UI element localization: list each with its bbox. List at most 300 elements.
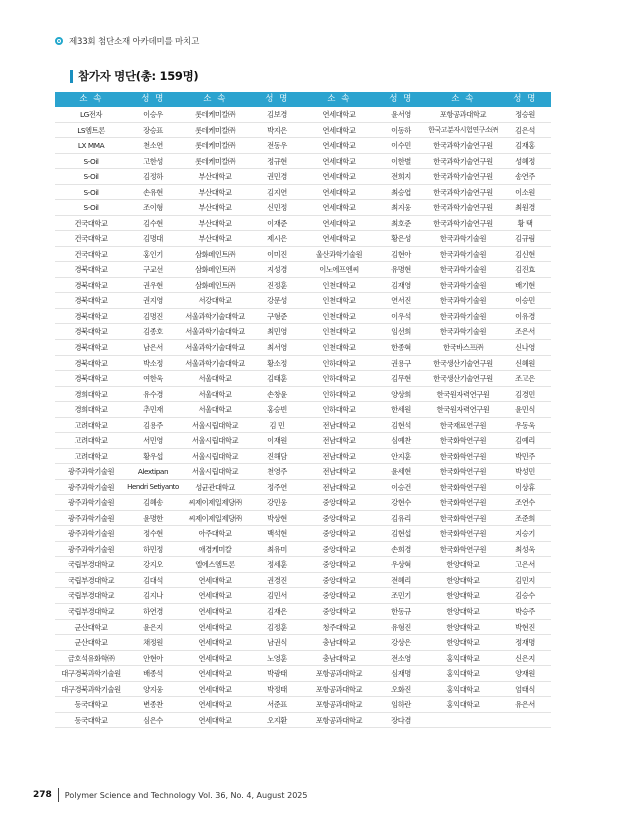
table-row [55,480,551,496]
cell-name: 박현진 [515,622,535,632]
cell-name: 이승우 [143,110,163,119]
cell-affiliation: 대구경북과학기술원 [61,684,121,694]
cell-affiliation: 연세대학교 [322,156,356,166]
cell-affiliation: 한국생산기술연구원 [433,374,493,384]
cell-affiliation: 중앙대학교 [322,560,356,570]
cell-affiliation: 국립부경대학교 [67,575,115,585]
cell-name: 김민서 [267,591,287,601]
cell-name: 황은성 [391,234,411,244]
cell-affiliation: 씨제이제일제당㈜ [188,513,242,523]
cell-affiliation: 연세대학교 [198,575,232,585]
cell-name: 윤세현 [391,467,411,477]
cell-name: 우동욱 [515,420,535,430]
cell-affiliation: 연세대학교 [322,218,356,228]
cell-name: 박성민 [515,467,535,477]
cell-affiliation: 한양대학교 [446,575,480,585]
cell-affiliation: S-Oil [83,156,99,166]
cell-name: 이상휴 [515,482,535,492]
cell-affiliation: 경북대학교 [74,311,108,321]
cell-affiliation: 한국과학기술연구원 [433,218,493,228]
cell-name: 강상은 [391,638,411,648]
cell-affiliation: 서울대학교 [198,389,232,399]
cell-affiliation: 연세대학교 [322,187,356,197]
table-row [55,588,551,604]
table-row [55,682,551,698]
col-header-org: 소 속 [203,94,227,104]
cell-affiliation: 성균관대학교 [195,482,235,492]
cell-name: 김 민 [269,420,285,430]
cell-affiliation: 경북대학교 [74,327,108,337]
cell-affiliation: 인하대학교 [322,405,356,415]
cell-affiliation: 중앙대학교 [322,575,356,585]
cell-name: 이재준 [267,218,287,228]
cell-affiliation: 서울시립대학교 [191,420,239,430]
cell-name: 박광태 [267,669,287,679]
cell-affiliation: 부산대학교 [198,218,232,228]
cell-name: 이유경 [515,311,535,321]
cell-name: 김혜송 [143,498,163,508]
cell-name: 채정원 [143,638,163,648]
cell-affiliation: 연세대학교 [198,669,232,679]
table-row [55,635,551,651]
cell-affiliation: 한국화학연구원 [439,482,487,492]
cell-affiliation: LG전자 [79,110,103,119]
cell-name: 서민영 [143,436,163,446]
cell-affiliation: 인천대학교 [322,280,356,290]
cell-affiliation: 인천대학교 [322,342,356,352]
cell-name: 이승민 [515,296,535,306]
table-row [55,495,551,511]
cell-affiliation: 한국과학기술원 [439,234,487,244]
cell-name: 손유현 [143,187,163,197]
cell-name: 김수현 [143,218,163,228]
cell-name: 김경민 [515,389,535,399]
participant-table [55,92,551,728]
table-row [55,231,551,247]
page-header [55,34,199,48]
cell-affiliation: 인천대학교 [322,327,356,337]
cell-name: 김은석 [515,125,535,135]
cell-name: 한종혁 [391,342,411,352]
cell-name: 이동하 [391,125,411,135]
cell-affiliation: 고려대학교 [74,436,108,446]
cell-name: 김무현 [391,374,411,384]
table-row [55,651,551,667]
cell-affiliation: 전남대학교 [322,436,356,446]
cell-affiliation: 광주과학기술원 [67,544,115,554]
cell-affiliation: 한국과학기술원 [439,311,487,321]
cell-affiliation: 연세대학교 [322,125,356,135]
col-header-name: 성 명 [513,94,537,104]
cell-name: 배종석 [143,669,163,679]
cell-affiliation: 군산대학교 [74,622,108,632]
cell-name: 권우현 [143,280,163,290]
cell-name: 이재원 [267,436,287,446]
cell-affiliation: 서울대학교 [198,405,232,415]
cell-name: 하연경 [143,607,163,616]
cell-name: 조고은 [515,374,535,384]
cell-affiliation: 서울시립대학교 [191,436,239,446]
table-row [55,418,551,434]
cell-name: 최원경 [515,203,535,213]
cell-name: 최승엽 [391,187,411,197]
cell-affiliation: 서울시립대학교 [191,451,239,461]
cell-name: 강문성 [267,296,287,306]
cell-name: 이수민 [391,141,411,151]
cell-affiliation: 한양대학교 [446,622,480,632]
col-header-org: 소 속 [327,94,351,104]
cell-name: 김현아 [391,249,411,259]
cell-affiliation: 충남대학교 [322,638,356,648]
cell-affiliation: 홍익대학교 [446,669,480,679]
cell-affiliation: 중앙대학교 [322,529,356,539]
cell-name: 권지영 [143,296,163,306]
cell-name: 정세훈 [267,560,287,570]
cell-name: 이미진 [267,249,287,259]
table-row [55,526,551,542]
cell-affiliation: 연세대학교 [322,203,356,213]
cell-name: 홍인기 [143,249,163,259]
cell-affiliation: 서울시립대학교 [191,467,239,477]
cell-name: 박상현 [267,513,287,523]
cell-name: 김현섭 [391,529,411,539]
cell-affiliation: 포항공과대학교 [315,669,363,679]
cell-name: 김지나 [143,591,163,601]
cell-name: 정주연 [267,482,287,492]
table-row [55,387,551,403]
cell-name: 최지웅 [391,203,411,213]
cell-name: 신민정 [267,203,287,213]
cell-affiliation: 경희대학교 [74,389,108,399]
cell-affiliation: 광주과학기술원 [67,498,115,508]
table-row [55,340,551,356]
cell-name: 황소정 [267,358,287,368]
cell-affiliation: 포항공과대학교 [315,700,363,710]
cell-affiliation: 한국원자력연구원 [436,389,490,399]
table-row [55,324,551,340]
cell-affiliation: 한양대학교 [446,638,480,648]
cell-name: 임선희 [391,327,411,337]
footer-divider [58,788,59,802]
cell-name: 황우섭 [143,451,163,461]
cell-name: 전소영 [391,653,411,663]
cell-name: 김대석 [143,575,163,585]
table-row [55,123,551,139]
col-header-name: 성 명 [389,94,413,104]
cell-affiliation: 광주과학기술원 [67,529,115,539]
cell-affiliation: 한국원자력연구원 [436,405,490,415]
cell-affiliation: S-Oil [83,203,99,213]
cell-affiliation: 인하대학교 [322,358,356,368]
journal-citation: Polymer Science and Technology Vol. 36, No. 4, August 2025 [64,790,308,800]
cell-name: 박정태 [267,684,287,694]
table-row [55,309,551,325]
cell-name: 최호준 [391,218,411,228]
cell-name: 김승수 [515,591,535,601]
cell-name: 남권식 [267,638,287,648]
table-row [55,154,551,170]
cell-name: 양재원 [515,669,535,679]
cell-affiliation: 포항공과대학교 [315,715,363,725]
cell-affiliation: 연세대학교 [198,638,232,648]
cell-name: 정재명 [515,638,535,648]
cell-affiliation: 한국과학기술연구원 [433,187,493,197]
cell-name: 제시은 [267,234,287,244]
table-row [55,542,551,558]
cell-affiliation: 한국화학연구원 [439,467,487,477]
cell-affiliation: 연세대학교 [322,110,356,119]
cell-affiliation: 울산과학기술원 [315,249,363,259]
table-row [55,356,551,372]
cell-name: 오지환 [267,715,287,725]
cell-affiliation: 한양대학교 [446,607,480,616]
cell-affiliation: 연세대학교 [198,591,232,601]
cell-name: 전희지 [391,172,411,182]
cell-name: 서준표 [267,700,287,710]
page-number: 278 [33,790,52,800]
cell-affiliation: 포항공과대학교 [315,684,363,694]
cell-name: 윤민식 [515,405,535,415]
cell-name: 유명현 [391,265,411,275]
cell-affiliation: 군산대학교 [74,638,108,648]
table-row [55,697,551,713]
cell-affiliation: 한국화학연구원 [439,513,487,523]
cell-affiliation: 건국대학교 [74,218,108,228]
cell-affiliation: 한국과학기술원 [439,327,487,337]
cell-name: 손희경 [391,544,411,554]
cell-name: 조은서 [515,327,535,337]
cell-affiliation: 한국고분자시험연구소㈜ [428,125,498,134]
cell-affiliation: 중앙대학교 [322,607,356,616]
cell-name: 박지은 [267,125,287,135]
cell-name: 신나영 [515,342,535,352]
cell-name: 정수현 [143,529,163,539]
cell-name: 김재홍 [515,141,535,151]
cell-affiliation: 경북대학교 [74,265,108,275]
cell-name: 지성경 [267,265,287,275]
cell-name: 하민정 [143,544,163,554]
table-row [55,573,551,589]
cell-affiliation: 아주대학교 [198,529,232,539]
cell-name: 최민영 [267,327,287,337]
cell-name: 김정하 [143,172,163,182]
cell-affiliation: 국립부경대학교 [67,560,115,570]
cell-name: 고은서 [515,560,535,570]
cell-name: 손창윤 [267,389,287,399]
cell-affiliation: 건국대학교 [74,234,108,244]
table-row [55,185,551,201]
cell-affiliation: 포항공과대학교 [439,110,487,119]
cell-affiliation: 연세대학교 [198,607,232,616]
cell-name: 김규림 [515,234,535,244]
cell-name: 정규현 [267,156,287,166]
cell-affiliation: S-Oil [83,172,99,182]
cell-affiliation: 서울대학교 [198,374,232,384]
table-header [55,92,551,107]
cell-name: 최유미 [267,544,287,554]
cell-affiliation: LX MMA [77,141,105,151]
cell-name: 심재명 [391,669,411,679]
cell-name: 장다겸 [391,715,411,725]
table-row [55,604,551,620]
table-row [55,247,551,263]
table-row [55,107,551,123]
cell-affiliation: 롯데케미칼㈜ [195,156,235,166]
cell-affiliation: 서울과학기술대학교 [185,342,245,352]
cell-name: 김유리 [391,513,411,523]
cell-name: 유은서 [515,700,535,710]
cell-name: 송연주 [515,172,535,182]
cell-name: 노영훈 [267,653,287,663]
table-row [55,511,551,527]
cell-name: 이우석 [391,311,411,321]
cell-name: 안현아 [143,653,163,663]
cell-name: 김신현 [515,249,535,259]
cell-name: 유수경 [143,389,163,399]
cell-name: Alextipan [137,467,169,477]
cell-name: 정승원 [515,110,535,119]
cell-affiliation: 전남대학교 [322,451,356,461]
table-row [55,402,551,418]
cell-name: 김재영 [391,280,411,290]
cell-name: 오화진 [391,684,411,694]
cell-affiliation: 홍익대학교 [446,684,480,694]
table-row [55,278,551,294]
cell-name: 장승표 [143,125,163,135]
cell-name: 변종찬 [143,700,163,710]
table-row [55,138,551,154]
cell-affiliation: 한국과학기술원 [439,265,487,275]
table-row [55,200,551,216]
cell-name: 여한욱 [143,374,163,384]
table-row [55,169,551,185]
title-accent-bar [70,70,73,83]
table-row [55,449,551,465]
table-row [55,713,551,729]
cell-affiliation: 이노에프엔씨 [319,265,359,275]
cell-affiliation: 연세대학교 [198,622,232,632]
table-row [55,557,551,573]
cell-name: 강지오 [143,560,163,570]
cell-affiliation: 한국화학연구원 [439,544,487,554]
cell-name: 이승건 [391,482,411,492]
section-title [70,69,198,83]
cell-affiliation: 한국화학연구원 [439,451,487,461]
cell-affiliation: 인하대학교 [322,374,356,384]
cell-name: 윤서영 [391,110,411,119]
cell-name: 최성욱 [515,544,535,554]
cell-affiliation: 한국과학기술연구원 [433,172,493,182]
cell-affiliation: 부산대학교 [198,203,232,213]
section-title-text: 참가자 명단(총: 159명) [78,69,199,83]
cell-affiliation: 인천대학교 [322,311,356,321]
cell-name: 이소원 [515,187,535,197]
cell-name: 조이형 [143,203,163,213]
cell-affiliation: 한국과학기술원 [439,249,487,259]
cell-name: 천영주 [267,467,287,477]
cell-affiliation: 중앙대학교 [322,498,356,508]
cell-affiliation: S-Oil [83,187,99,197]
cell-affiliation: 전남대학교 [322,467,356,477]
cell-name: 임하란 [391,700,411,710]
cell-name: 이한별 [391,156,411,166]
cell-affiliation: 동국대학교 [74,715,108,725]
cell-affiliation: 삼화페인트㈜ [195,280,235,290]
cell-affiliation: 연세대학교 [198,700,232,710]
cell-affiliation: 부산대학교 [198,234,232,244]
cell-affiliation: 한국화학연구원 [439,498,487,508]
table-row [55,464,551,480]
cell-name: 황 택 [517,218,533,228]
table-body [55,107,551,728]
cell-name: 김정훈 [267,622,287,632]
cell-name: 신은지 [515,653,535,663]
cell-affiliation: 연세대학교 [322,172,356,182]
cell-affiliation: 국립부경대학교 [67,591,115,601]
cell-name: 최서영 [267,342,287,352]
cell-affiliation: 한국과학기술연구원 [433,203,493,213]
cell-affiliation: 경북대학교 [74,374,108,384]
cell-affiliation: 고려대학교 [74,451,108,461]
cell-name: 고한성 [143,156,163,166]
cell-affiliation: 청주대학교 [322,622,356,632]
cell-affiliation: 연세대학교 [322,234,356,244]
cell-name: 박소정 [143,358,163,368]
cell-name: 조민기 [391,591,411,601]
cell-affiliation: 연세대학교 [198,715,232,725]
cell-affiliation [427,713,499,728]
cell-affiliation: 중앙대학교 [322,591,356,601]
cell-affiliation: 경북대학교 [74,342,108,352]
cell-name: 양상희 [391,389,411,399]
header-text: 제33회 첨단소재 아카데미를 마치고 [69,37,200,47]
cell-affiliation: 서울과학기술대학교 [185,327,245,337]
cell-name: 권용구 [391,358,411,368]
cell-name: 박민주 [515,451,535,461]
cell-name: 전동우 [267,141,287,151]
page-footer [33,788,307,802]
cell-affiliation: 삼화페인트㈜ [195,249,235,259]
cell-affiliation: 대구경북과학기술원 [61,669,121,679]
cell-affiliation: 서울과학기술대학교 [185,311,245,321]
cell-name: 심은수 [143,715,163,725]
cell-affiliation: 경북대학교 [74,358,108,368]
cell-name: 구교선 [143,265,163,275]
cell-name: 한세원 [391,405,411,415]
cell-name: 홍승빈 [267,405,287,415]
table-row [55,262,551,278]
cell-affiliation: 한국과학기술연구원 [433,156,493,166]
table-row [55,293,551,309]
cell-name: 권경진 [267,575,287,585]
cell-affiliation: 충남대학교 [322,653,356,663]
cell-name: 백석현 [267,529,287,539]
cell-affiliation: 롯데케미칼㈜ [195,125,235,135]
cell-affiliation: 씨제이제일제당㈜ [188,498,242,508]
bullet-circle-icon [55,37,63,45]
cell-affiliation: 한국과학기술연구원 [433,141,493,151]
cell-affiliation: 연세대학교 [198,653,232,663]
cell-affiliation: 중앙대학교 [322,513,356,523]
cell-name: 전혜리 [391,575,411,585]
cell-affiliation: 애경케미칼 [198,544,232,554]
table-row [55,666,551,682]
cell-affiliation: 롯데케미칼㈜ [195,110,235,119]
cell-name: 한동규 [391,607,411,616]
cell-affiliation: 삼화페인트㈜ [195,265,235,275]
cell-affiliation: 한국화학연구원 [439,529,487,539]
cell-affiliation: 부산대학교 [198,187,232,197]
